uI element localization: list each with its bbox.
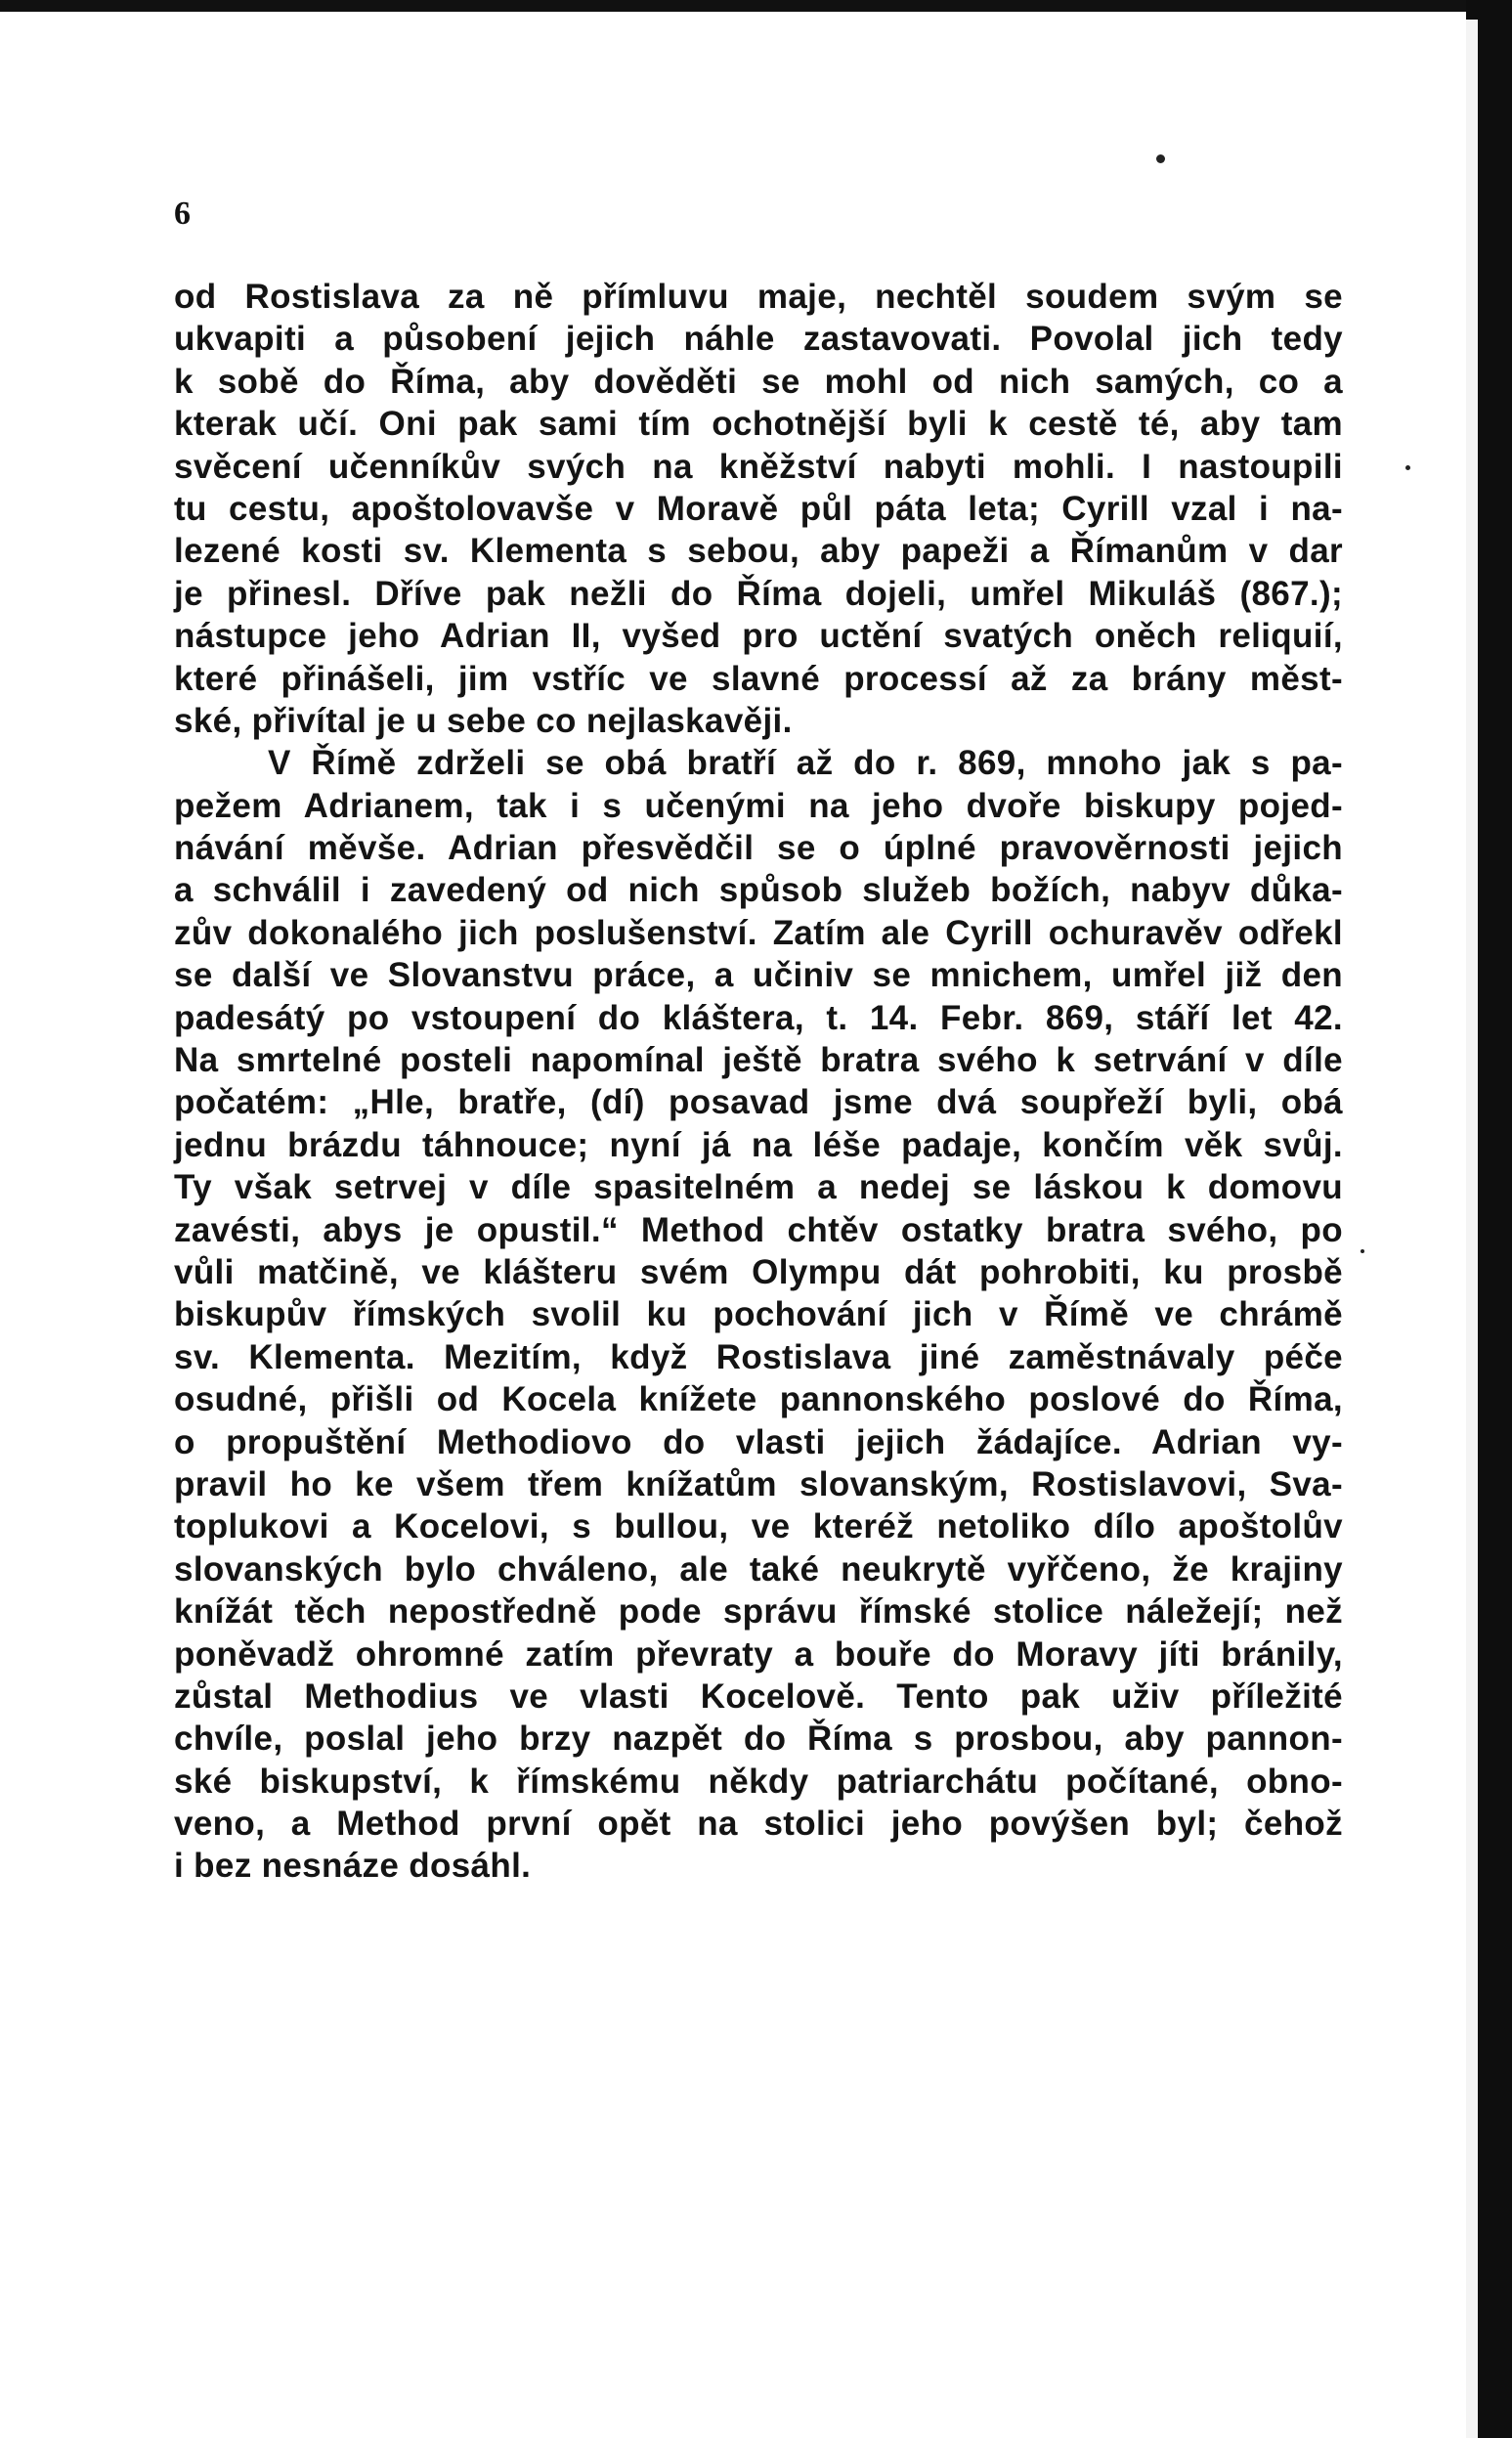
ink-speck: [1361, 1249, 1364, 1253]
paragraph-end-line: ské, přivítal je u sebe co nejlaskavěji.: [174, 701, 793, 740]
text-line: zůstal Methodius ve vlasti Kocelově. Tento pak uživ příležité: [174, 1676, 1343, 1716]
text-line: nástupce jeho Adrian II, vyšed pro uctění svatých oněch reliquií,: [174, 617, 1343, 656]
text-line: Na smrtelné posteli napomínal ještě bratra svého k setrvání v díle: [174, 1041, 1343, 1080]
text-line: knížát těch nepostředně pode správu římské stolice náležejí; než: [174, 1592, 1343, 1632]
ink-speck: [1156, 154, 1165, 163]
text-line: toplukovi a Kocelovi, s bullou, ve kteréž netoliko dílo apoštolův: [174, 1507, 1343, 1546]
text-line: biskupův římských svolil ku pochování jich v Římě ve chrámě: [174, 1295, 1343, 1334]
text-line: Ty však setrvej v díle spasitelném a nedej se láskou k domovu: [174, 1168, 1343, 1207]
text-line: zův dokonalého jich poslušenství. Zatím ale Cyrill ochuravěv odřekl: [174, 913, 1343, 952]
text-line: je přinesl. Dříve pak nežli do Říma dojeli, umřel Mikuláš (867.);: [174, 574, 1343, 613]
text-line: které přinášeli, jim vstříc ve slavné processí až za brány měst-: [174, 659, 1343, 698]
text-line: osudné, přišli od Kocela knížete pannonského poslové do Říma,: [174, 1380, 1343, 1419]
text-line: od Rostislava za ně přímluvu maje, nechtěl soudem svým se: [174, 278, 1343, 316]
text-line: poněvadž ohromné zatím převraty a bouře do Moravy jíti bránily,: [174, 1634, 1343, 1674]
body-text: [174, 276, 1343, 1888]
text-line: ukvapiti a působení jejich náhle zastavovati. Povolal jich tedy: [174, 320, 1343, 359]
text-line: sv. Klementa. Mezitím, když Rostislava jiné zaměstnávaly péče: [174, 1337, 1343, 1376]
text-line: návání měvše. Adrian přesvědčil se o úplné pravověrnosti jejich: [174, 829, 1343, 868]
text-line: k sobě do Říma, aby dověděti se mohl od nich samých, co a: [174, 362, 1343, 401]
text-line: počatém: „Hle, bratře, (dí) posavad jsme dvá soupřeží byli, obá: [174, 1083, 1343, 1122]
text-line: zavésti, abys je opustil.“ Method chtěv ostatky bratra svého, po: [174, 1210, 1343, 1249]
text-line: slovanských bylo chváleno, ale také neukrytě vyřčeno, že krajiny: [174, 1549, 1343, 1589]
text-line: jednu brázdu táhnouce; nyní já na léše padaje, končím věk svůj.: [174, 1125, 1343, 1164]
text-line: pravil ho ke všem třem knížatům slovanským, Rostislavovi, Sva-: [174, 1464, 1343, 1503]
text-line: svěcení učenníkův svých na kněžství nabyti mohli. I nastoupili: [174, 447, 1343, 486]
scan-border-gap: [1466, 20, 1478, 2438]
text-line: ské biskupství, k římskému někdy patriarchátu počítané, obno-: [174, 1762, 1343, 1801]
text-line: a schválil i zavedený od nich spůsob služeb božích, nabyv důka-: [174, 871, 1343, 910]
text-line: padesátý po vstoupení do kláštera, t. 14. Febr. 869, stáří let 42.: [174, 998, 1343, 1037]
paragraph-start-line: V Římě zdrželi se obá bratří až do r. 869, mnoho jak s pa-: [268, 744, 1343, 783]
text-line: se další ve Slovanstvu práce, a učiniv se mnichem, umřel již den: [174, 956, 1343, 995]
text-line: kterak učí. Oni pak sami tím ochotnější byli k cestě té, aby tam: [174, 405, 1343, 444]
text-line: pežem Adrianem, tak i s učenými na jeho dvoře biskupy pojed-: [174, 786, 1343, 825]
text-line: chvíle, poslal jeho brzy nazpět do Říma s prosbou, aby pannon-: [174, 1720, 1343, 1759]
scan-border-top: [0, 0, 1512, 12]
ink-speck: [1405, 465, 1410, 470]
text-line: lezené kosti sv. Klementa s sebou, aby papeži a Římanům v dar: [174, 532, 1343, 571]
text-line: tu cestu, apoštolovavše v Moravě půl páta leta; Cyrill vzal i na-: [174, 489, 1343, 528]
page-number: 6: [174, 196, 191, 232]
paragraph-end-line: i bez nesnáze dosáhl.: [174, 1847, 532, 1886]
text-line: o propuštění Methodiovo do vlasti jejich žádajíce. Adrian vy-: [174, 1422, 1343, 1461]
text-line: vůli matčině, ve klášteru svém Olympu dát pohrobiti, ku prosbě: [174, 1252, 1343, 1291]
text-line: veno, a Method první opět na stolici jeho povýšen byl; čehož: [174, 1805, 1343, 1844]
